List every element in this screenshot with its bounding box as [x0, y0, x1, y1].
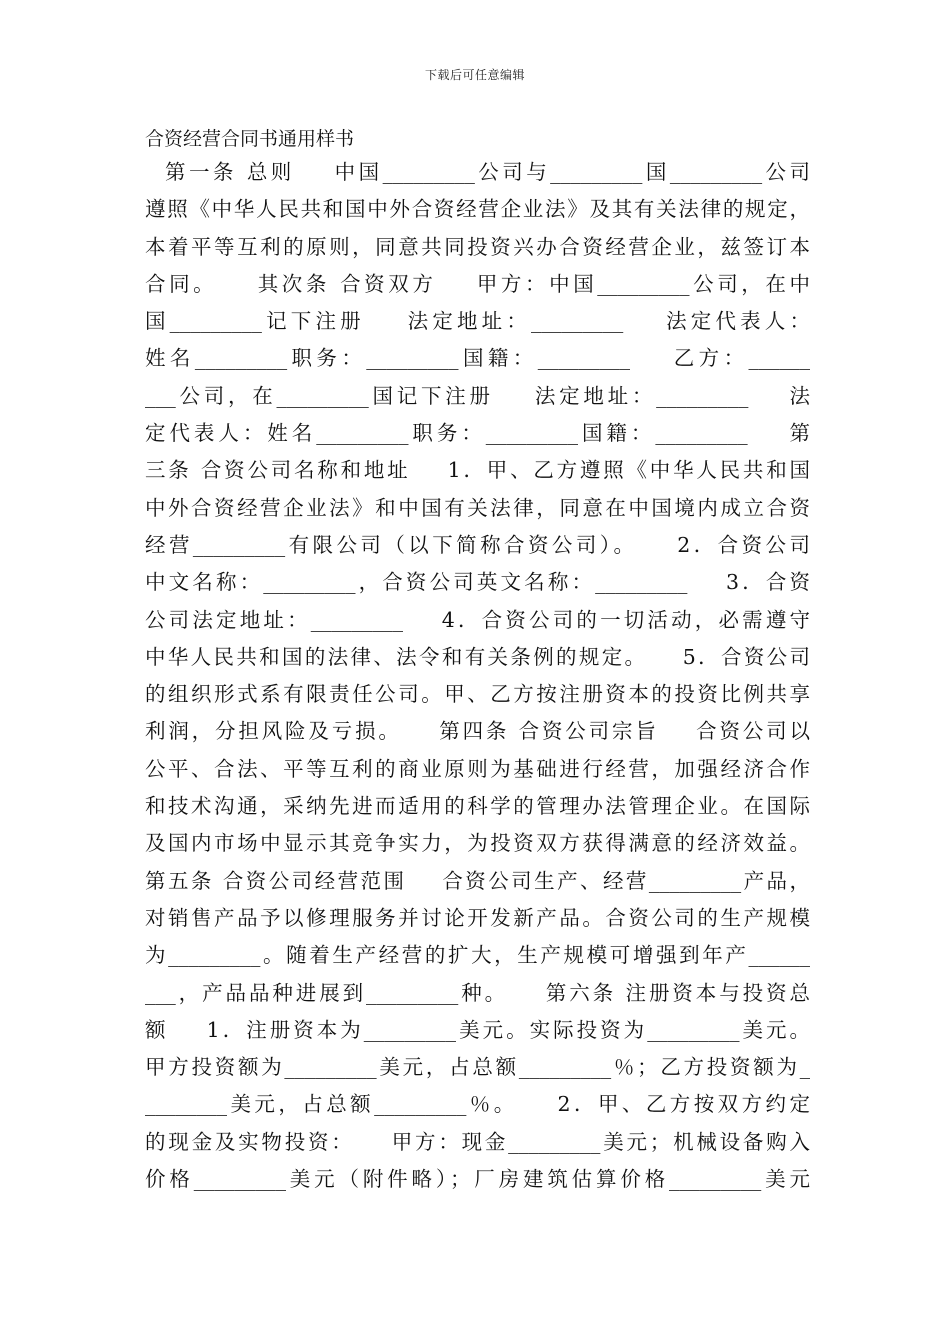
- body-line: 价格_________美元（附件略）；厂房建筑估算价格_________美元: [145, 1167, 810, 1192]
- body-line: 国_________记下注册 法定地址：_________ 法定代表人：: [145, 309, 810, 334]
- body-line: 的组织形式系有限责任公司。甲、乙方按注册资本的投资比例共享: [145, 682, 810, 707]
- body-line: 及国内市场中显示其竞争实力，为投资双方获得满意的经济效益。: [145, 831, 810, 856]
- contract-body: [145, 154, 810, 1198]
- document-title: 合资经营合同书通用样书: [145, 128, 355, 150]
- body-line: 中外合资经营企业法》和中国有关法律，同意在中国境内成立合资: [145, 495, 810, 520]
- body-line: 第五条 合资公司经营范围 合资公司生产、经营_________产品，: [145, 868, 810, 893]
- body-line: 遵照《中华人民共和国中外合资经营企业法》及其有关法律的规定，: [145, 197, 810, 222]
- body-line: 公司法定地址：_________ 4．合资公司的一切活动，必需遵守: [145, 607, 810, 632]
- body-line: 公平、合法、平等互利的商业原则为基础进行经营，加强经济合作: [145, 756, 810, 781]
- body-line: 本着平等互利的原则，同意共同投资兴办合资经营企业，兹签订本: [145, 234, 810, 259]
- body-line: 和技术沟通，采纳先进而适用的科学的管理办法管理企业。在国际: [145, 794, 810, 819]
- body-line: ___公司，在_________国记下注册 法定地址：_________ 法: [145, 383, 810, 408]
- body-line: ________美元，占总额_________％。 2．甲、乙方按双方约定: [145, 1092, 810, 1117]
- body-line: 定代表人：姓名_________职务：_________国籍：_________ 第: [145, 421, 810, 446]
- body-line: 经营_________有限公司（以下简称合资公司）。 2．合资公司: [145, 532, 810, 557]
- body-line: 甲方投资额为_________美元，占总额_________％；乙方投资额为_: [145, 1055, 810, 1080]
- body-line: 中文名称：_________，合资公司英文名称：_________ 3．合资: [145, 570, 810, 595]
- body-line: 额 1．注册资本为_________美元。实际投资为_________美元。: [145, 1017, 810, 1042]
- body-line: 对销售产品予以修理服务并讨论开发新产品。合资公司的生产规模: [145, 905, 810, 930]
- body-line: 为_________。随着生产经营的扩大，生产规模可增强到年产______: [145, 943, 810, 968]
- body-line: 姓名_________职务：_________国籍：_________ 乙方：______: [145, 346, 810, 371]
- body-line: 三条 合资公司名称和地址 1．甲、乙方遵照《中华人民共和国: [145, 458, 810, 483]
- body-line: 的现金及实物投资： 甲方：现金_________美元；机械设备购入: [145, 1129, 810, 1154]
- body-line: 第一条 总则 中国_________公司与_________国_________公司: [165, 160, 810, 184]
- body-line: 利润，分担风险及亏损。 第四条 合资公司宗旨 合资公司以: [145, 719, 810, 744]
- body-line: 中华人民共和国的法律、法令和有关条例的规定。 5．合资公司: [145, 644, 810, 669]
- body-line: ___，产品品种进展到_________种。 第六条 注册资本与投资总: [145, 980, 810, 1005]
- header-note: 下载后可任意编辑: [424, 68, 525, 82]
- body-line: 合同。 其次条 合资双方 甲方：中国_________公司，在中: [145, 271, 810, 296]
